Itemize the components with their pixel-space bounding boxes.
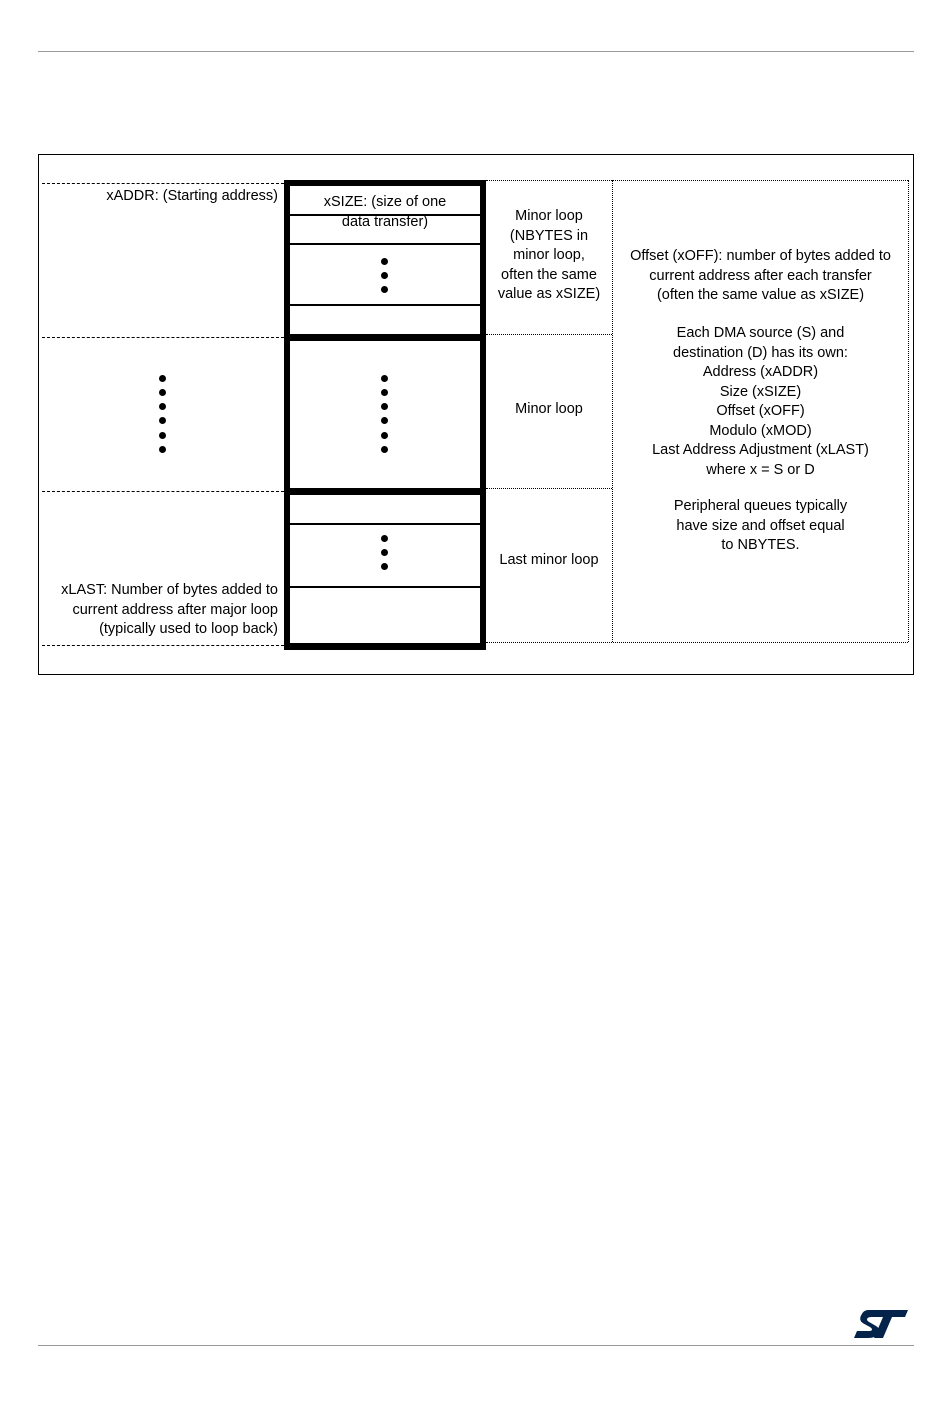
middle-minor-loop-label: Minor loop bbox=[515, 401, 583, 417]
ellipsis-dot bbox=[381, 432, 388, 439]
ellipsis-dot bbox=[381, 389, 388, 396]
peripheral-description: Peripheral queues typically have size and offset equal to NBYTES. bbox=[673, 498, 848, 553]
ellipsis-dot bbox=[381, 446, 388, 453]
guide-line-end bbox=[42, 645, 284, 646]
ellipsis-dot bbox=[159, 446, 166, 453]
footer-rule bbox=[38, 1345, 914, 1346]
transfer-cell-line bbox=[290, 243, 480, 245]
ellipsis-dot bbox=[159, 375, 166, 382]
ellipsis-dot bbox=[381, 258, 388, 265]
guide-line-minor-1 bbox=[42, 337, 284, 338]
loop-box-bottom bbox=[486, 642, 908, 643]
ellipsis-dot bbox=[381, 286, 388, 293]
last-adjustment-label: xLAST: Number of bytes added to current address after major loop (typically used to loop back) bbox=[61, 582, 278, 637]
guide-line-minor-2 bbox=[42, 491, 284, 492]
ellipsis-dot bbox=[381, 272, 388, 279]
header-rule bbox=[38, 51, 914, 52]
memory-block-divider-2 bbox=[284, 488, 486, 495]
memory-block-bottom bbox=[284, 643, 486, 650]
ellipsis-dot bbox=[159, 403, 166, 410]
transfer-cell-line bbox=[290, 523, 480, 525]
first-minor-loop-label: Minor loop (NBYTES in minor loop, often the same value as xSIZE) bbox=[497, 208, 601, 302]
start-address-label: xADDR: (Starting address) bbox=[106, 188, 278, 204]
guide-line-start bbox=[42, 183, 284, 184]
ellipsis-dot bbox=[159, 432, 166, 439]
ellipsis-dot bbox=[159, 389, 166, 396]
last-minor-loop-label: Last minor loop bbox=[499, 552, 599, 568]
transfer-cell-line bbox=[290, 304, 480, 306]
st-logo bbox=[852, 1308, 910, 1340]
transfer-size-label: xSIZE: (size of one data transfer) bbox=[323, 194, 447, 230]
ellipsis-dot bbox=[381, 403, 388, 410]
ellipsis-dot bbox=[381, 535, 388, 542]
ellipsis-dot bbox=[381, 549, 388, 556]
ellipsis-dot bbox=[159, 417, 166, 424]
loop-box-top bbox=[486, 180, 908, 181]
ellipsis-dot bbox=[381, 375, 388, 382]
memory-block-divider-1 bbox=[284, 334, 486, 341]
memory-block-left-edge bbox=[284, 180, 290, 650]
registers-description: Each DMA source (S) and destination (D) has its own: Address (xADDR) Size (xSIZE) Offset (xOFF) Modulo (xMOD) Last Address Adjustment (xLAST) where x = S or D bbox=[652, 325, 869, 478]
offset-description: Offset (xOFF): number of bytes added to current address after each transfer (often the same value as xSIZE) bbox=[630, 248, 891, 303]
loop-box-right-edge bbox=[908, 180, 909, 642]
ellipsis-dot bbox=[381, 563, 388, 570]
transfer-cell-line bbox=[290, 586, 480, 588]
memory-block-top bbox=[284, 180, 486, 186]
loop-box-divider-2 bbox=[486, 488, 612, 489]
loop-box-divider-1 bbox=[486, 334, 612, 335]
ellipsis-dot bbox=[381, 417, 388, 424]
